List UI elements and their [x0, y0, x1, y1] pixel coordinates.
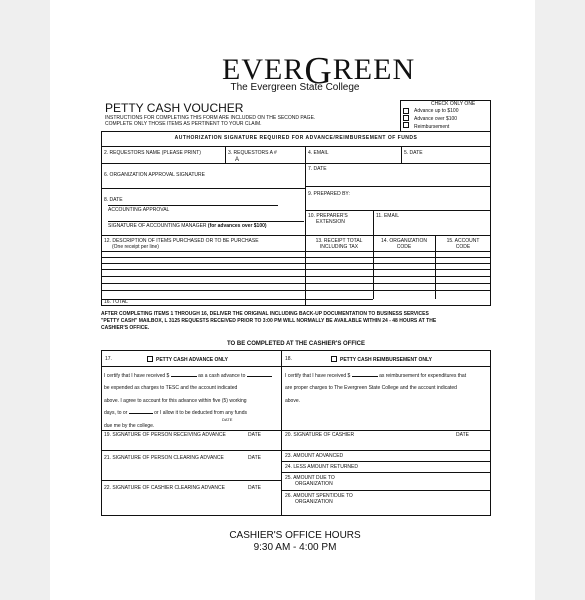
clearing-advance-signature[interactable]: 21. SIGNATURE OF PERSON CLEARING ADVANCE	[104, 455, 224, 461]
item-row[interactable]	[101, 263, 491, 264]
advance-certify-text-1: I certify that I have received $	[104, 373, 170, 379]
email-field-11[interactable]: 11. EMAIL	[376, 213, 399, 219]
description-header	[104, 238, 259, 250]
organization-code-note: CODE	[396, 244, 412, 250]
description-note: (One receipt per line)	[112, 244, 159, 250]
petty-cash-advance-checkbox[interactable]	[147, 356, 153, 362]
account-code-header	[435, 238, 491, 250]
organization-code-header	[373, 238, 435, 250]
logo-prefix: EVER	[222, 53, 305, 86]
delivery-notice-line-2: "PETTY CASH" MAILBOX, L 3125 REQUESTS RECEIVED PRIOR TO 3:00 PM WILL NORMALLY BE AVAILABLE WITHIN 24 - 48 HOURS AT THE	[101, 318, 437, 324]
receipt-total-header	[305, 238, 373, 250]
logo-suffix: REEN	[332, 53, 416, 86]
amount-returned-field[interactable]: 24. LESS AMOUNT RETURNED	[285, 464, 358, 470]
advance-certify-line-5: due me by the college.	[104, 423, 155, 429]
amount-spent-label-2: ORGANIZATION	[295, 499, 333, 505]
advance-over-100-checkbox[interactable]	[403, 115, 409, 121]
item-row[interactable]	[101, 269, 491, 270]
advance-certify-text-4b: or I allow it to be deducted from any funds	[154, 410, 247, 416]
total-field[interactable]: 16. TOTAL	[104, 299, 128, 305]
advance-certify-line-1	[104, 373, 272, 379]
item-row[interactable]	[101, 283, 491, 284]
organization-approval-signature[interactable]: 6. ORGANIZATION APPROVAL SIGNATURE	[104, 172, 205, 178]
cashier-signature-date[interactable]: DATE	[456, 432, 469, 438]
account-code-note: CODE	[455, 244, 471, 250]
reimbursement-checkbox[interactable]	[403, 122, 409, 128]
receipt-total-note: INCLUDING TAX	[319, 244, 359, 250]
amount-spent-label: 26. AMOUNT SPENT/DUE TO	[285, 493, 353, 499]
cashier-hours-title: CASHIER'S OFFICE HOURS	[229, 530, 361, 541]
requestor-a-number-field[interactable]: 3. REQUESTORS A #	[228, 150, 277, 156]
reimbursement-certify-line-2: are proper charges to The Evergreen State College and the account indicated	[285, 385, 457, 391]
college-name: The Evergreen State College	[230, 82, 360, 93]
prepared-by-field[interactable]: 9. PREPARED BY:	[308, 191, 350, 197]
cashier-clearing-date[interactable]: DATE	[248, 485, 261, 491]
date-field-8[interactable]: 8. DATE	[104, 197, 123, 203]
cashier-clearing-signature[interactable]: 22. SIGNATURE OF CASHIER CLEARING ADVANCE	[104, 485, 225, 491]
receipt-total-label: 13. RECEIPT TOTAL	[315, 238, 363, 244]
amount-advanced-field[interactable]: 23. AMOUNT ADVANCED	[285, 453, 344, 459]
instructions-line-1: INSTRUCTIONS FOR COMPLETING THIS FORM ARE INCLUDED ON THE SECOND PAGE.	[105, 115, 316, 121]
logo-g: G	[304, 50, 333, 92]
reimbursement-amount-input[interactable]	[352, 376, 378, 377]
advance-certify-text-4: days, to or	[104, 410, 128, 416]
accounting-manager-note: (for advances over $100)	[207, 223, 267, 229]
requestor-name-field[interactable]: 2. REQUESTORS NAME (PLEASE PRINT)	[104, 150, 201, 156]
instructions-line-2: COMPLETE ONLY THOSE ITEMS AS PERTINENT TO YOUR CLAIM.	[105, 121, 262, 127]
advance-purpose-input[interactable]	[247, 376, 272, 377]
advance-amount-input[interactable]	[171, 376, 197, 377]
request-form	[101, 131, 491, 306]
date-field-5[interactable]: 5. DATE	[404, 150, 423, 156]
petty-cash-reimbursement-title: PETTY CASH REIMBURSEMENT ONLY	[340, 357, 432, 363]
accounting-manager-signature[interactable]	[108, 223, 267, 229]
cashier-signature[interactable]: 20. SIGNATURE OF CASHIER	[285, 432, 355, 438]
reimbursement-certify-line-3: above.	[285, 398, 301, 404]
delivery-notice-line-1: AFTER COMPLETING ITEMS 1 THROUGH 16, DELIVER THE ORIGINAL INCLUDING BACK-UP DOCUMENTATION TO BUSINESS SERVICES	[101, 311, 429, 317]
preparer-extension-label-2: EXTENSION	[316, 219, 345, 225]
amount-due-to-org-field[interactable]	[285, 475, 335, 487]
organization-code-label: 14. ORGANIZATION	[380, 238, 428, 244]
delivery-notice-line-3: CASHIER'S OFFICE.	[101, 325, 150, 331]
clearing-advance-date[interactable]: DATE	[248, 455, 261, 461]
receiving-advance-date[interactable]: DATE	[248, 432, 261, 438]
advance-date-small-label: DATE	[222, 417, 233, 422]
accounting-approval-label: ACCOUNTING APPROVAL	[108, 207, 170, 213]
requestor-a-prefix: A	[235, 157, 240, 163]
reimbursement-certify-text-1b: as reimbursement for expenditures that	[379, 373, 467, 379]
advance-under-100-checkbox[interactable]	[403, 108, 409, 114]
receiving-advance-signature[interactable]: 19. SIGNATURE OF PERSON RECEIVING ADVANCE	[104, 432, 226, 438]
cashier-hours: 9:30 AM - 4:00 PM	[253, 542, 337, 553]
reimbursement-label: Reimbursement	[414, 124, 450, 130]
item-row[interactable]	[101, 257, 491, 258]
page-title: PETTY CASH VOUCHER	[105, 101, 244, 115]
reimbursement-number: 18.	[285, 356, 292, 362]
item-row[interactable]	[101, 290, 491, 291]
amount-due-label: 25. AMOUNT DUE TO	[285, 475, 335, 481]
cashier-heading: TO BE COMPLETED AT THE CASHIER'S OFFICE	[227, 341, 365, 347]
description-label: 12. DESCRIPTION OF ITEMS PURCHASED OR TO BE PURCHASE	[104, 238, 259, 244]
preparer-extension-field[interactable]	[308, 213, 348, 225]
advance-certify-line-2: be expended as charges to TESC and the account indicated	[104, 385, 238, 391]
voucher-page	[50, 0, 535, 600]
accounting-manager-label: SIGNATURE OF ACCOUNTING MANAGER	[108, 223, 207, 229]
reimbursement-certify-text-1: I certify that I have received $	[285, 373, 351, 379]
advance-certify-text-1b: as a cash advance to	[198, 373, 246, 379]
petty-cash-advance-title: PETTY CASH ADVANCE ONLY	[156, 357, 228, 363]
account-code-label: 15. ACCOUNT	[446, 238, 480, 244]
advance-certify-line-3: above. I agree to account for this advance within five (5) working	[104, 398, 247, 404]
advance-certify-line-4	[104, 410, 247, 416]
email-field[interactable]: 4. EMAIL	[308, 150, 329, 156]
authorization-heading: AUTHORIZATION SIGNATURE REQUIRED FOR ADVANCE/REIMBURSEMENT OF FUNDS	[174, 135, 418, 141]
advance-over-100-label: Advance over $100	[414, 116, 458, 122]
preparer-extension-label: 10. PREPARER'S	[308, 213, 348, 219]
reimbursement-certify-line-1	[285, 373, 466, 379]
advance-date-input[interactable]	[129, 413, 153, 414]
amount-due-label-2: ORGANIZATION	[295, 481, 333, 487]
date-field-7[interactable]: 7. DATE	[308, 166, 327, 172]
advance-number: 17.	[105, 356, 112, 362]
amount-spent-field[interactable]	[285, 493, 353, 505]
petty-cash-reimbursement-checkbox[interactable]	[331, 356, 337, 362]
check-only-one-label: CHECK ONLY ONE	[431, 101, 476, 107]
advance-under-100-label: Advance up to $100	[414, 108, 459, 114]
item-row[interactable]	[101, 276, 491, 277]
